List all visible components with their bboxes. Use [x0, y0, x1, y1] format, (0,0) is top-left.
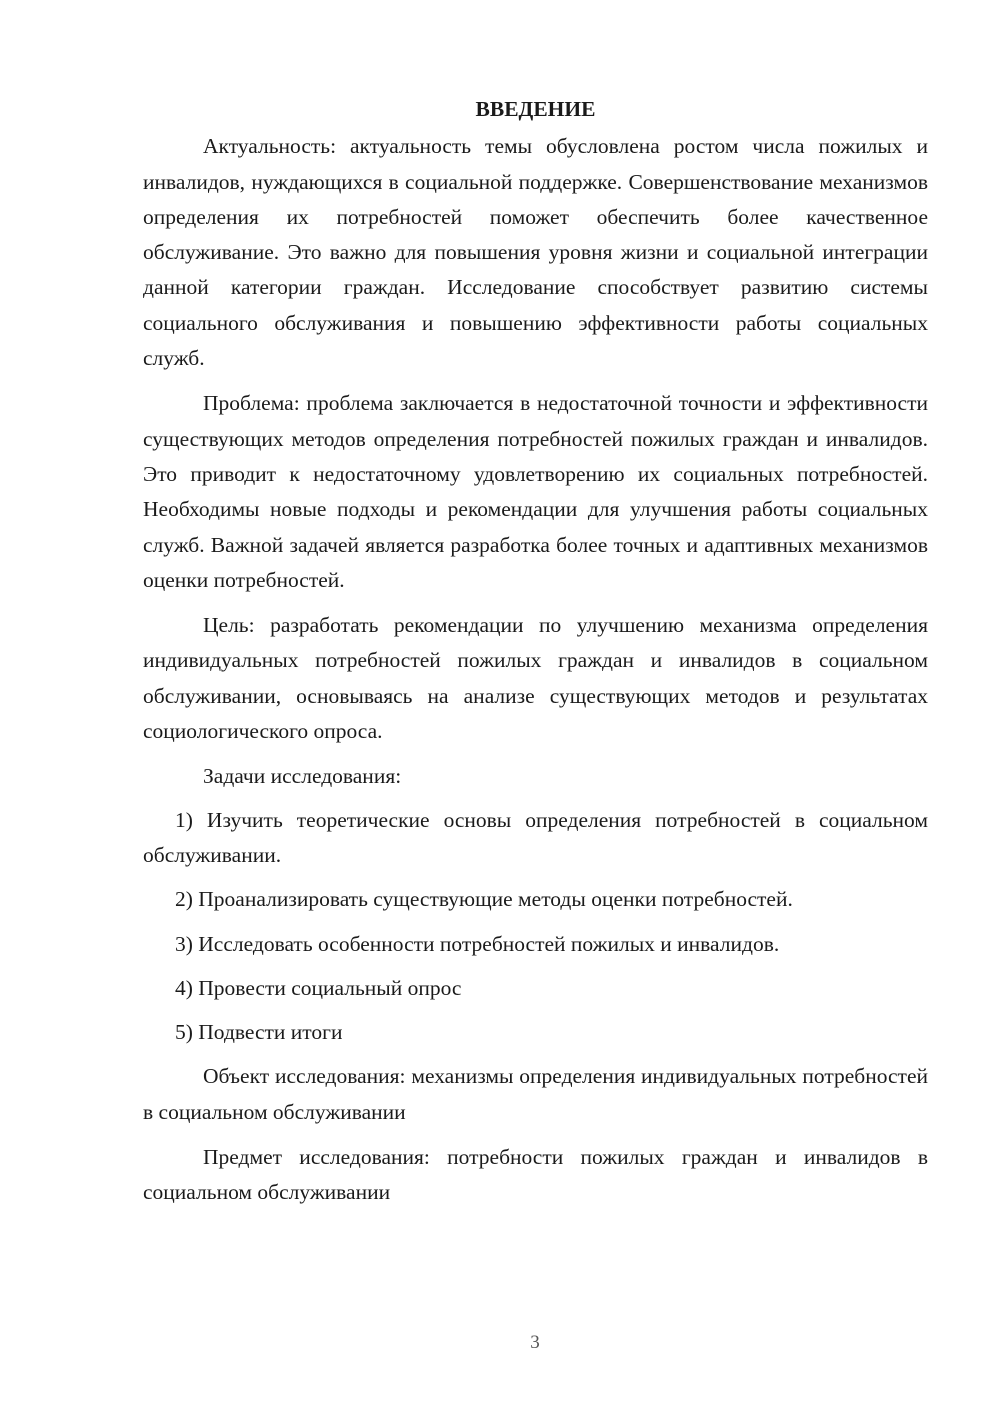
- task-item: 2) Проанализировать существующие методы оценки потребностей.: [175, 887, 793, 912]
- goal-paragraph: Цель: разработать рекомендации по улучшению механизма определения индивидуальных потребностей пожилых граждан и инвалидов в социальном обслуживании, основываясь на анализе существующих методов и результатах социологического опроса.: [143, 613, 928, 744]
- document-page: [143, 92, 928, 1221]
- tasks-list: [143, 803, 928, 1051]
- relevance-paragraph: Актуальность: актуальность темы обусловлена ростом числа пожилых и инвалидов, нуждающихся в социальной поддержке. Совершенствование механизмов определения их потребностей поможет обеспечить более качественное обслуживание. Это важно для повышения уровня жизни и социальной интеграции данной категории граждан. Исследование способствует развитию системы социального обслуживания и повышению эффективности работы социальных служб.: [143, 134, 928, 371]
- object-paragraph: Объект исследования: механизмы определения индивидуальных потребностей в социальном обслуживании: [143, 1064, 928, 1124]
- page-title: ВВЕДЕНИЕ: [475, 97, 596, 121]
- page-number: 3: [530, 1332, 540, 1353]
- problem-paragraph: Проблема: проблема заключается в недостаточной точности и эффективности существующих методов определения потребностей пожилых граждан и инвалидов. Это приводит к недостаточному удовлетворению их социальных потребностей. Необходимы новые подходы и рекомендации для улучшения работы социальных служб. Важной задачей является разработка более точных и адаптивных механизмов оценки потребностей.: [143, 391, 928, 592]
- task-item: 1) Изучить теоретические основы определения потребностей в социальном обслуживании.: [143, 807, 928, 867]
- subject-paragraph: Предмет исследования: потребности пожилых граждан и инвалидов в социальном обслуживании: [143, 1145, 928, 1205]
- task-item: 3) Исследовать особенности потребностей пожилых и инвалидов.: [175, 931, 780, 956]
- task-item: 5) Подвести итоги: [175, 1020, 343, 1045]
- tasks-heading: Задачи исследования:: [203, 764, 402, 789]
- task-item: 4) Провести социальный опрос: [175, 975, 462, 1000]
